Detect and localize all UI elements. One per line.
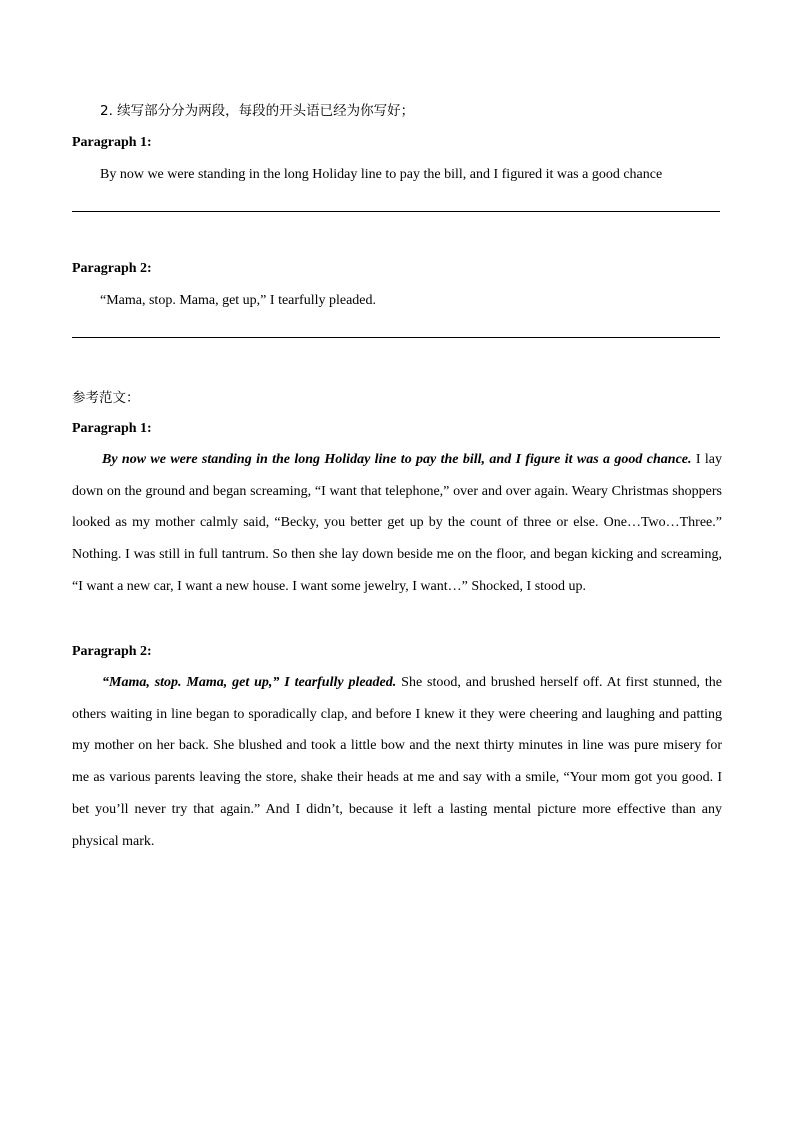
prompt-paragraph-1-heading: Paragraph 1: [72, 135, 152, 150]
reference-paragraph-2-lead: “Mama, stop. Mama, get up,” I tearfully pleaded. [102, 675, 397, 690]
reference-paragraph-2-heading: Paragraph 2: [72, 644, 152, 659]
reference-paragraph-1-body: I lay down on the ground and began screaming, “I want that telephone,” over and over again. Weary Christmas shoppers looked as my mother calmly said, “Becky, you better get up by the count of three or else. One…Two…Three.” Nothing. I was still in full tantrum. So then she lay down beside me on the floor, and began kicking and screaming, “I want a new car, I want a new house. I want some jewelry, I want…” Shocked, I stood up. [72, 452, 722, 594]
reference-label: 参考范文： [72, 390, 140, 406]
reference-paragraph-2 [72, 667, 722, 857]
reference-paragraph-1-lead: By now we were standing in the long Holiday line to pay the bill, and I figure it was a good chance. [102, 452, 692, 467]
prompt-paragraph-1-opening: By now we were standing in the long Holiday line to pay the bill, and I figured it was a good chance [100, 167, 663, 182]
writing-line-2[interactable] [72, 337, 720, 338]
prompt-paragraph-2-heading: Paragraph 2: [72, 261, 152, 276]
reference-paragraph-2-body: She stood, and brushed herself off. At first stunned, the others waiting in line began to sporadically clap, and before I knew it they were cheering and laughing and patting my mother on her back. She blushed and took a little bow and the next thirty minutes in line was pure misery for me as various parents leaving the store, shake their heads at me and say with a smile, “Your mom got you good. I bet you’ll never try that again.” And I didn’t, because it left a lasting mental picture more effective than any physical mark. [72, 675, 722, 849]
prompt-paragraph-2-opening: “Mama, stop. Mama, get up,” I tearfully pleaded. [100, 293, 377, 308]
instruction-item-2: 2. 续写部分分为两段，每段的开头语已经为你写好； [100, 103, 415, 119]
writing-line-1[interactable] [72, 211, 720, 212]
reference-paragraph-1 [72, 444, 722, 603]
reference-paragraph-1-heading: Paragraph 1: [72, 421, 152, 436]
